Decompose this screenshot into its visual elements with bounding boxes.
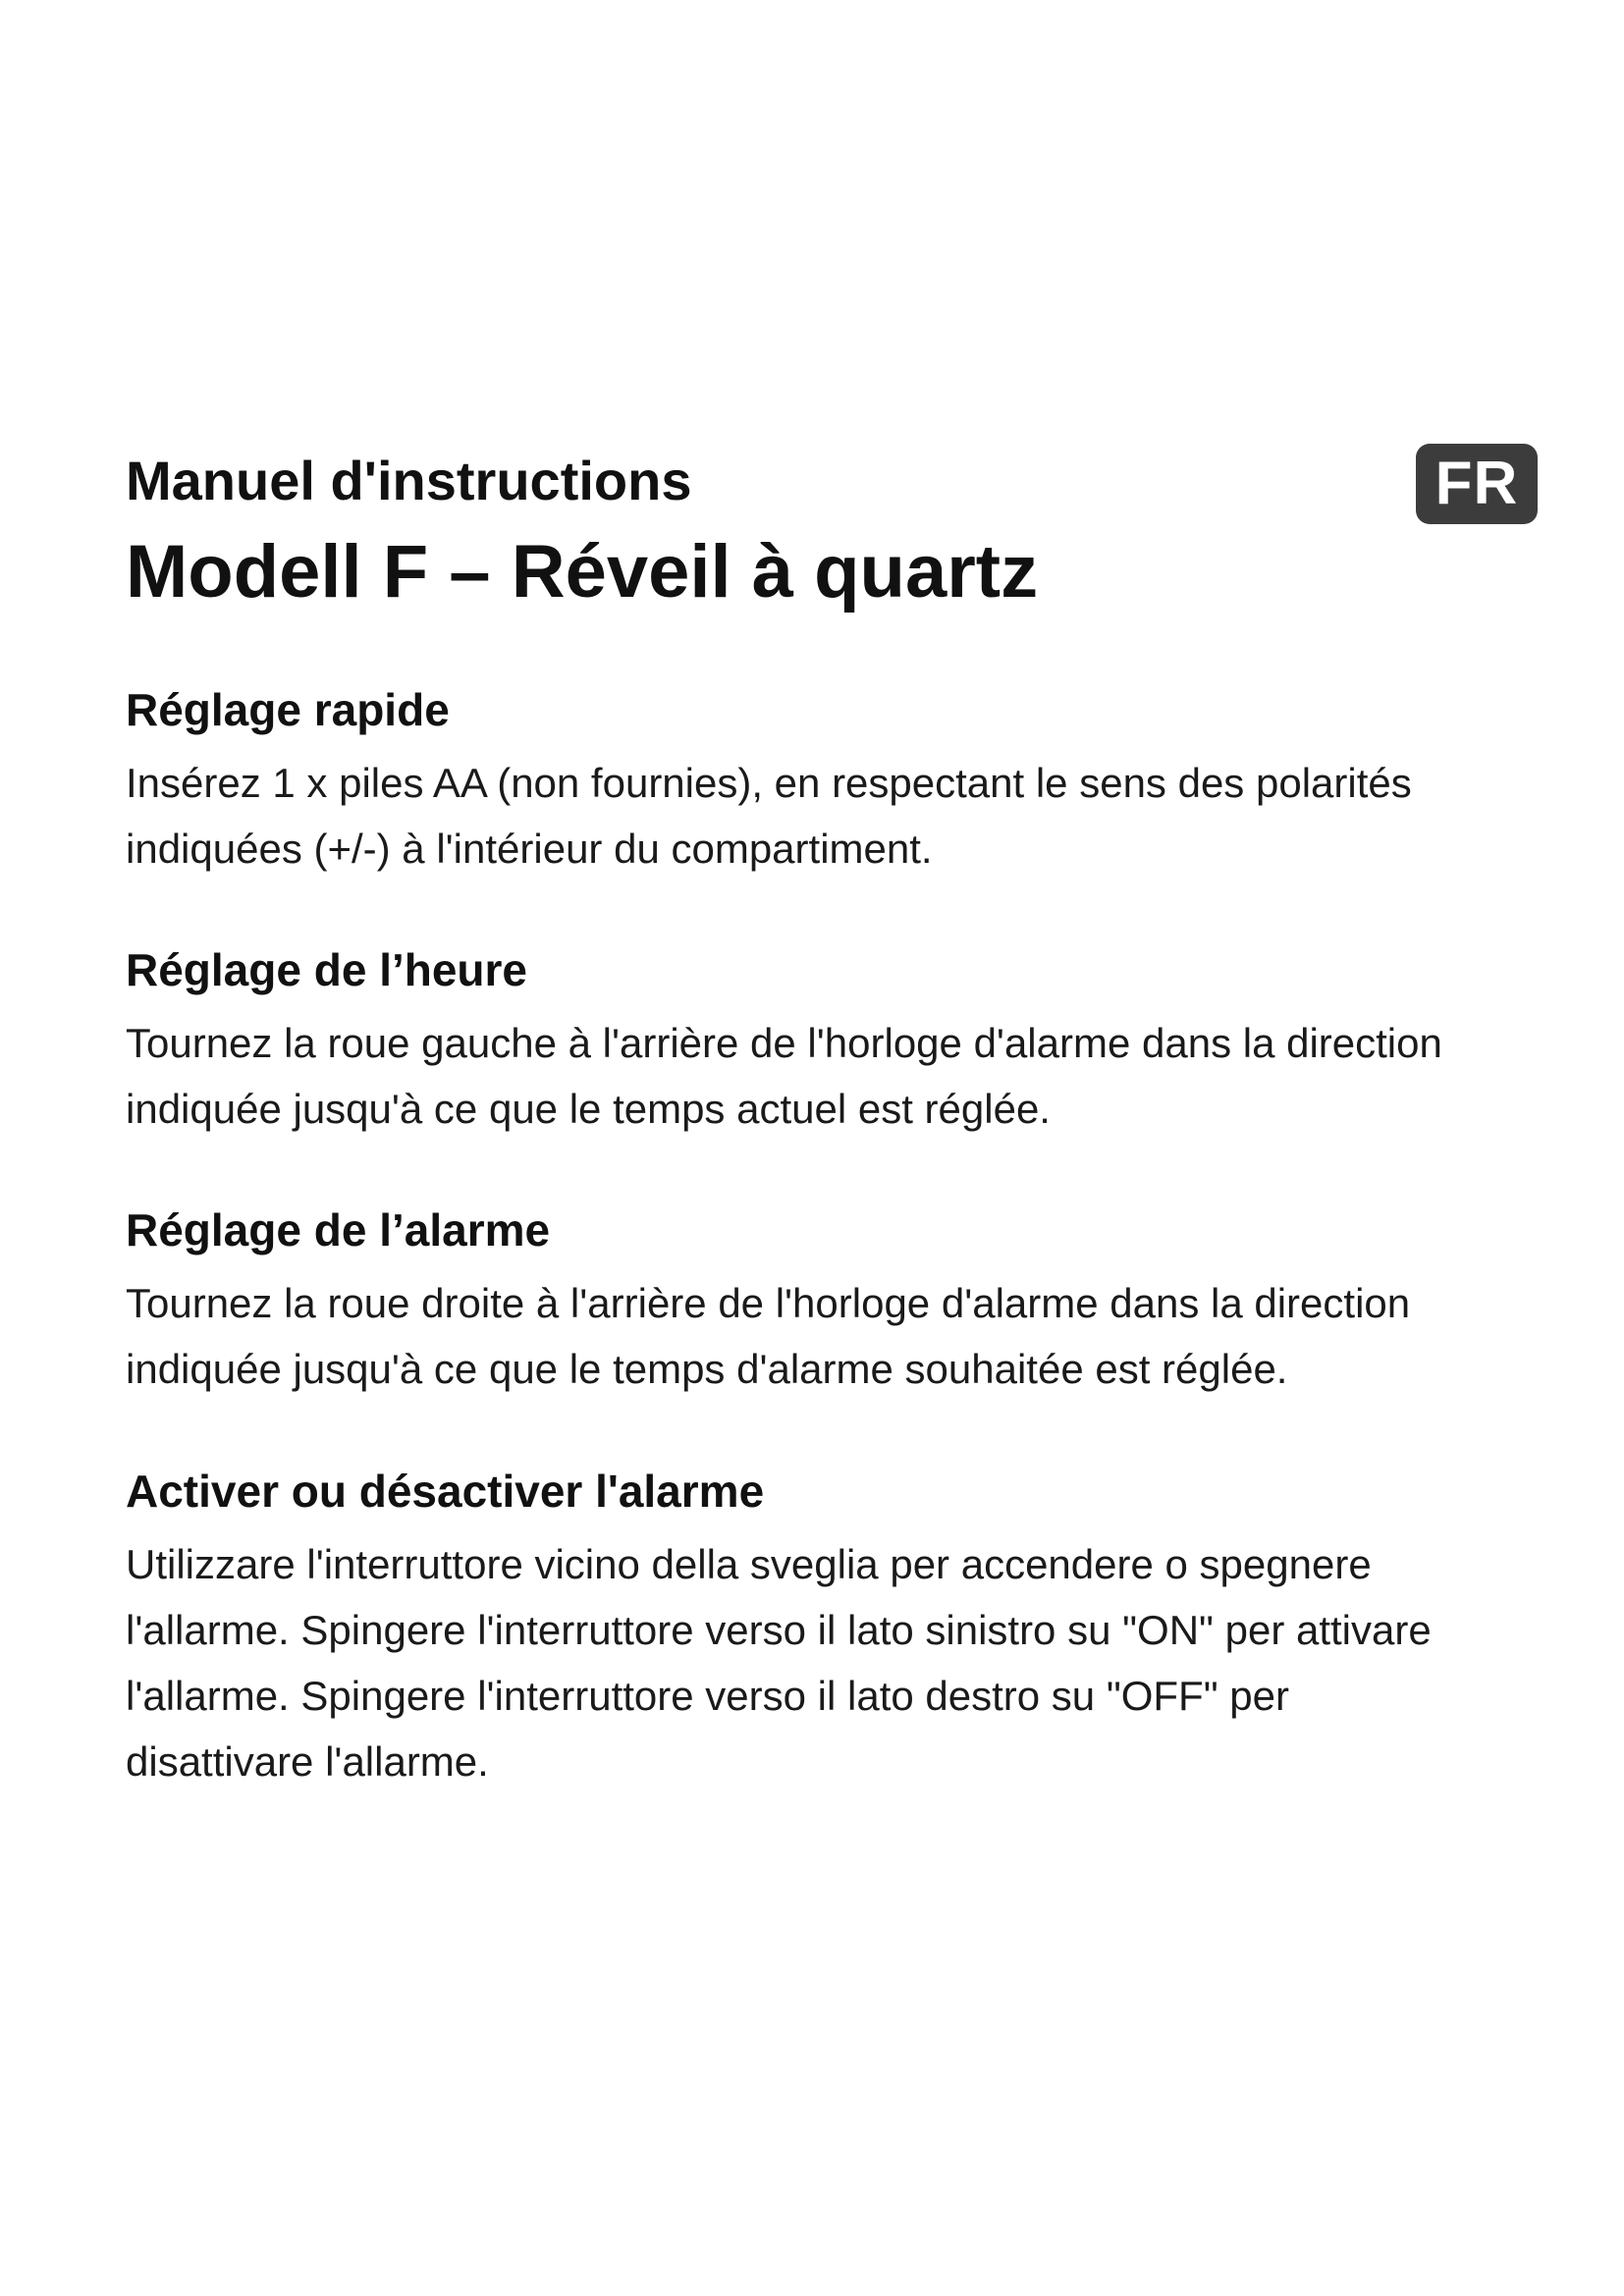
body-line: Insérez 1 x piles AA (non fournies), en respectant le sens des polarités: [126, 760, 1412, 806]
section-alarm-setting: [126, 1204, 1540, 1402]
body-line: Tournez la roue droite à l'arrière de l'horloge d'alarme dans la direction: [126, 1280, 1411, 1326]
section-body: [126, 1531, 1540, 1794]
body-line: disattivare l'allarme.: [126, 1738, 489, 1785]
body-line: indiquée jusqu'à ce que le temps actuel est réglée.: [126, 1086, 1051, 1132]
body-line: Utilizzare l'interruttore vicino della sveglia per accendere o spegnere: [126, 1541, 1372, 1587]
section-quick-setup: [126, 684, 1540, 881]
section-body: [126, 1270, 1540, 1402]
document-subtitle: Manuel d'instructions: [126, 450, 692, 511]
body-line: l'allarme. Spingere l'interruttore verso il lato sinistro su "ON" per attivare: [126, 1607, 1432, 1653]
section-time-setting: [126, 944, 1540, 1142]
document-title: Modell F – Réveil à quartz: [126, 530, 1039, 614]
section-heading: Réglage de l’heure: [126, 944, 528, 995]
section-heading: Réglage de l’alarme: [126, 1204, 551, 1255]
language-badge: FR: [1416, 444, 1538, 524]
body-line: indiquée jusqu'à ce que le temps d'alarme souhaitée est réglée.: [126, 1346, 1288, 1392]
section-body: [126, 1010, 1540, 1142]
body-line: l'allarme. Spingere l'interruttore verso il lato destro su "OFF" per: [126, 1673, 1289, 1719]
body-line: indiquées (+/-) à l'intérieur du compartiment.: [126, 826, 933, 872]
body-line: Tournez la roue gauche à l'arrière de l'horloge d'alarme dans la direction: [126, 1020, 1442, 1066]
section-body: [126, 750, 1540, 881]
section-heading: Activer ou désactiver l'alarme: [126, 1466, 765, 1517]
section-alarm-toggle: [126, 1468, 1540, 1794]
section-heading: Réglage rapide: [126, 684, 450, 735]
